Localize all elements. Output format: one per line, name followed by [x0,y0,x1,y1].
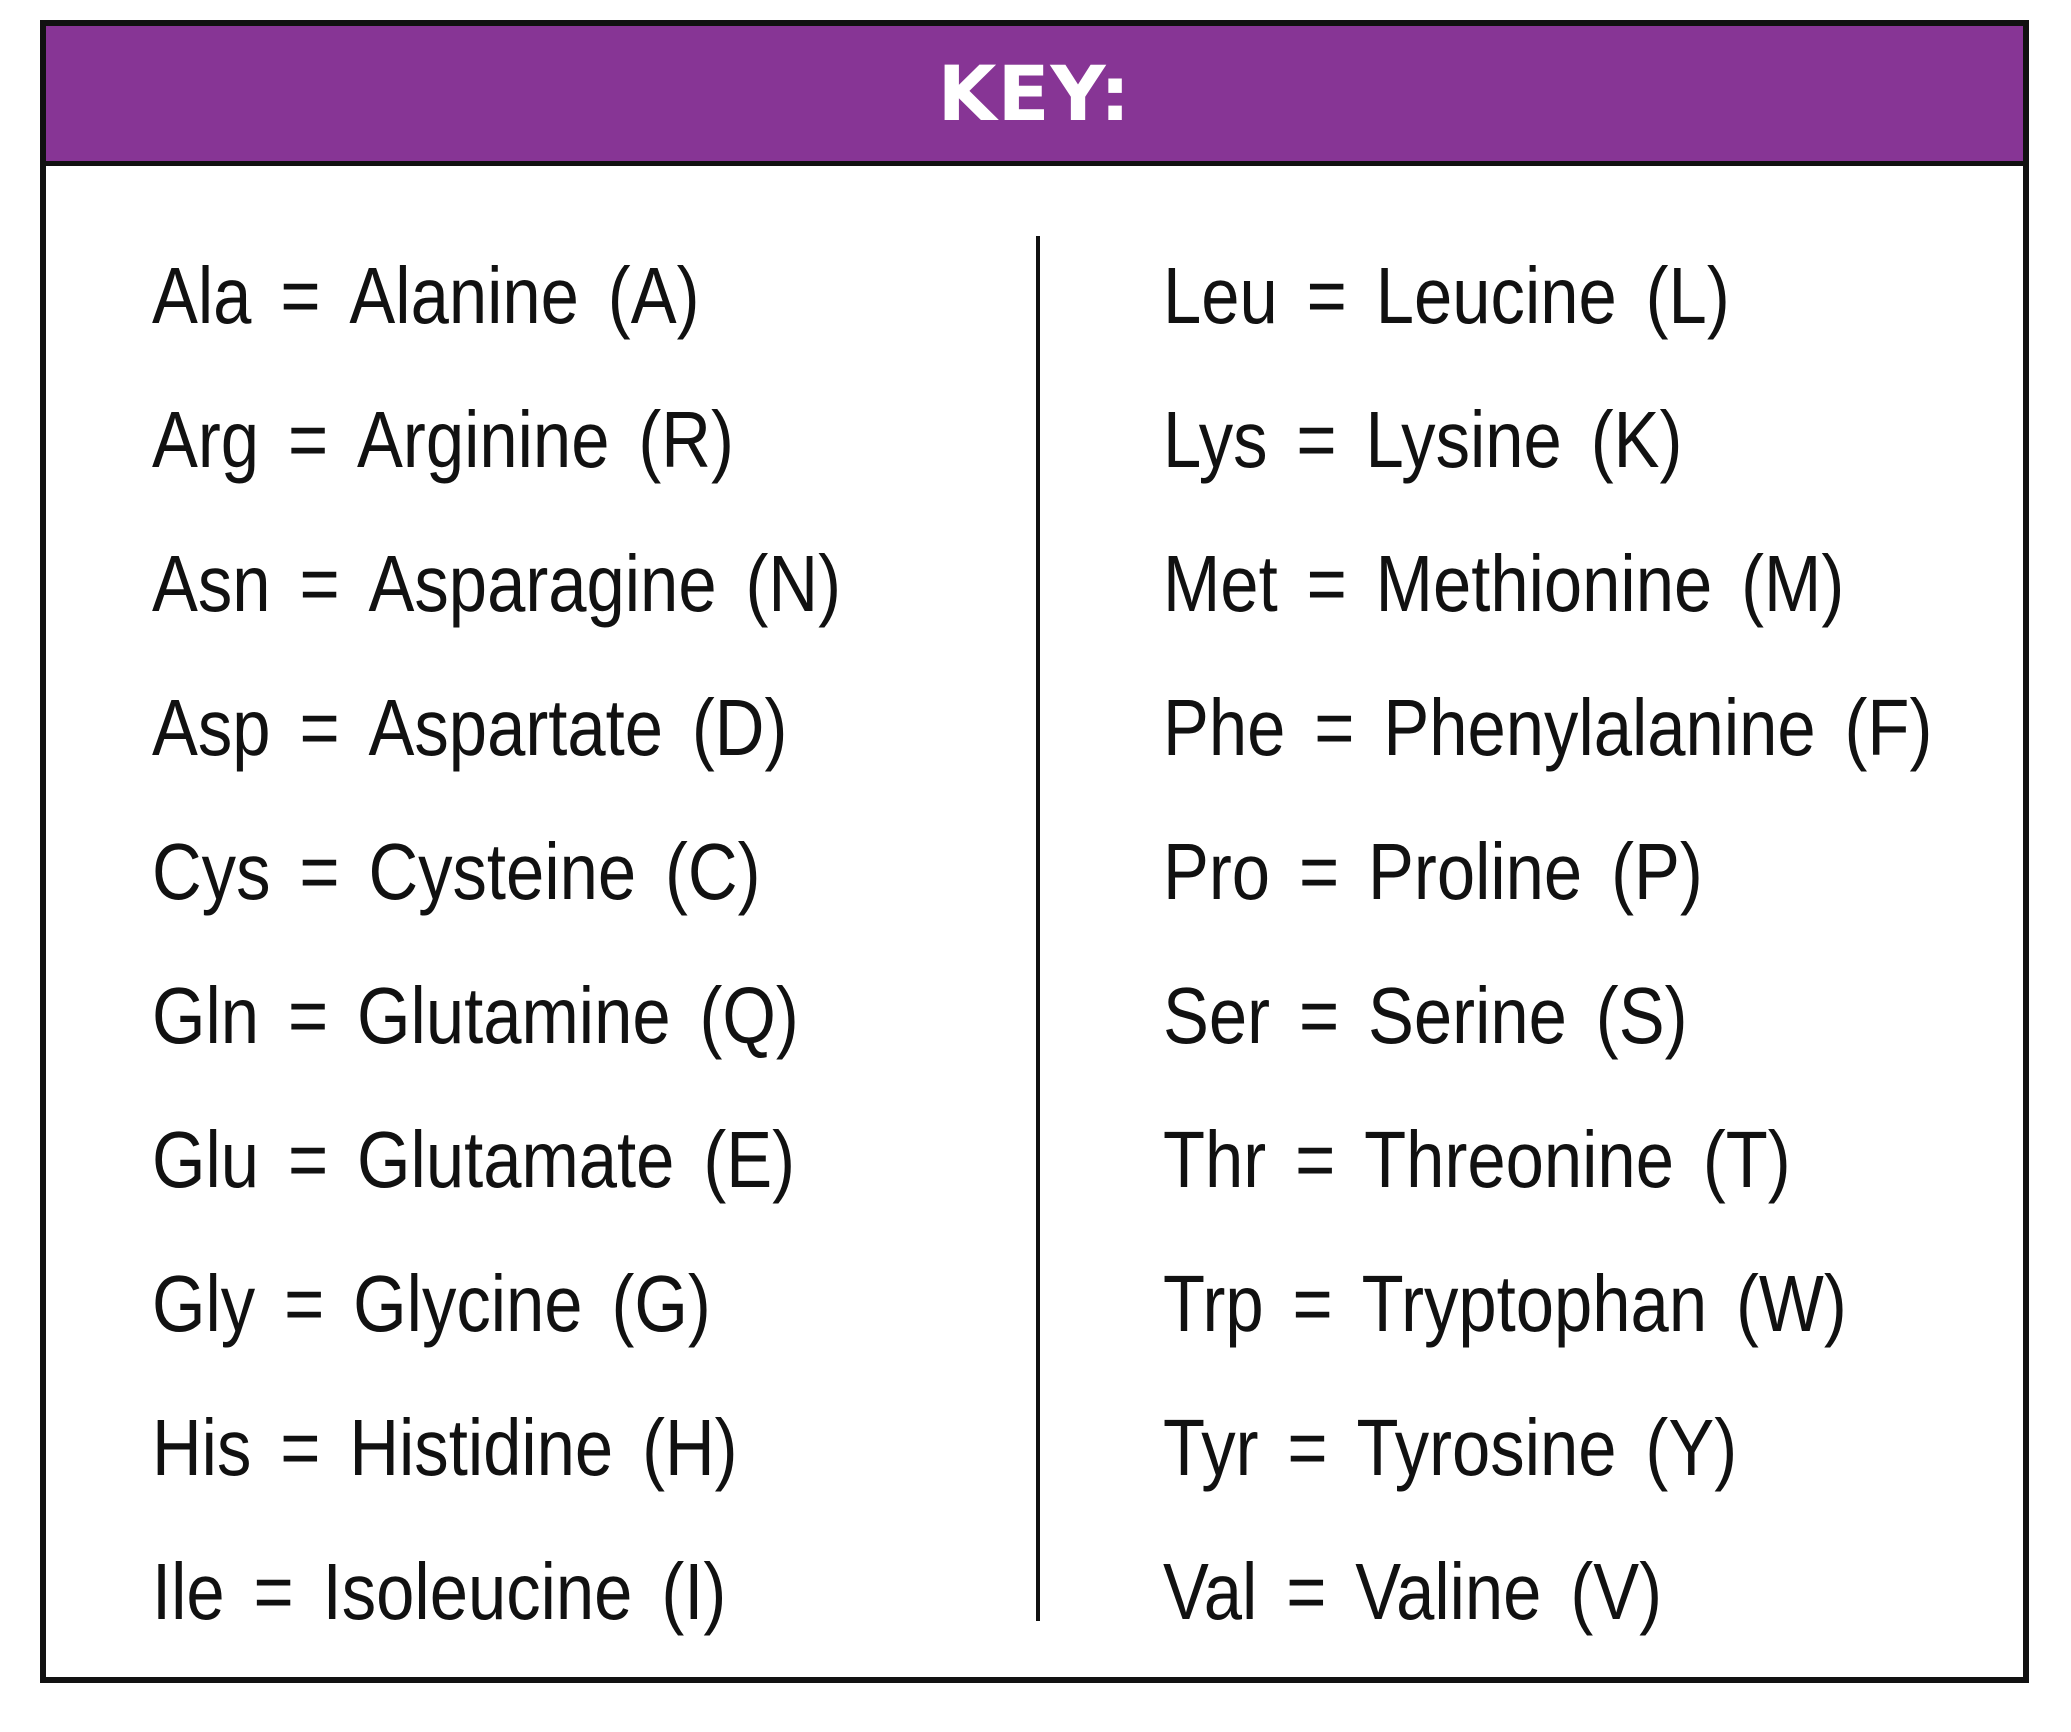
entry-separator: = [1295,1115,1336,1204]
entry-separator: = [1314,683,1355,772]
entry-code: (E) [703,1115,796,1204]
entry-separator: = [280,1403,321,1492]
entry-abbreviation: Ser [1163,971,1271,1060]
entry-name: Proline [1368,827,1583,916]
entry-code: (F) [1844,683,1933,772]
entry-abbreviation: Leu [1163,251,1278,340]
right-column [1163,248,2058,1688]
entry-name: Glutamate [357,1115,675,1204]
amino-acid-entry [152,536,841,680]
entry-name: Alanine [349,251,579,340]
entry-abbreviation: Val [1163,1547,1258,1636]
entry-separator: = [287,971,329,1060]
entry-abbreviation: His [152,1403,252,1492]
amino-acid-entry [152,1112,841,1256]
entry-separator: = [1286,1547,1327,1636]
amino-acid-entry [152,248,841,392]
entry-separator: = [287,1115,329,1204]
entry-code: (T) [1702,1115,1791,1204]
entry-abbreviation: Ile [152,1547,225,1636]
entry-abbreviation: Gln [152,971,260,1060]
entry-separator: = [1306,539,1347,628]
entry-name: Aspartate [368,683,664,772]
amino-acid-entry [1163,392,1932,536]
amino-acid-entry [1163,1544,1932,1688]
entry-separator: = [299,539,340,628]
entry-abbreviation: Lys [1163,395,1268,484]
entry-code: (L) [1645,251,1730,340]
amino-acid-entry [152,1544,841,1688]
amino-acid-entry [1163,824,1932,968]
entry-abbreviation: Phe [1163,683,1286,772]
column-divider [1036,236,1040,1621]
amino-acid-key [40,20,2029,1683]
entry-name: Leucine [1375,251,1617,340]
entry-name: Cysteine [368,827,637,916]
entry-abbreviation: Pro [1163,827,1271,916]
entry-abbreviation: Cys [152,827,271,916]
entry-code: (D) [691,683,788,772]
entry-name: Asparagine [368,539,717,628]
key-header [46,26,2023,166]
entry-abbreviation: Tyr [1163,1403,1259,1492]
entry-separator: = [253,1547,294,1636]
entry-name: Methionine [1375,539,1713,628]
amino-acid-entry [152,968,841,1112]
amino-acid-entry [1163,1400,1932,1544]
entry-code: (V) [1570,1547,1663,1636]
amino-acid-entry [1163,248,1932,392]
entry-name: Serine [1368,971,1567,1060]
entry-name: Tyrosine [1356,1403,1617,1492]
entry-abbreviation: Ala [152,251,252,340]
entry-name: Threonine [1364,1115,1674,1204]
entry-separator: = [1298,827,1340,916]
entry-separator: = [1306,251,1347,340]
entry-abbreviation: Thr [1163,1115,1267,1204]
entry-separator: = [1296,395,1337,484]
entry-code: (W) [1735,1259,1847,1348]
entry-abbreviation: Trp [1163,1259,1264,1348]
entry-name: Lysine [1365,395,1562,484]
entry-separator: = [280,251,321,340]
amino-acid-entry [1163,968,1932,1112]
entry-name: Isoleucine [322,1547,633,1636]
entry-separator: = [299,683,340,772]
entry-abbreviation: Gly [152,1259,256,1348]
key-title: KEY: [937,49,1132,138]
entry-name: Valine [1355,1547,1542,1636]
left-column [152,248,953,1688]
entry-code: (M) [1741,539,1845,628]
entry-separator: = [287,395,329,484]
entry-abbreviation: Glu [152,1115,260,1204]
entry-name: Arginine [357,395,610,484]
entry-abbreviation: Arg [152,395,260,484]
entry-separator: = [1298,971,1340,1060]
amino-acid-entry [152,680,841,824]
entry-code: (Q) [699,971,799,1060]
entry-separator: = [284,1259,325,1348]
entry-separator: = [1292,1259,1333,1348]
entry-abbreviation: Asp [152,683,271,772]
amino-acid-entry [152,824,841,968]
entry-code: (K) [1590,395,1683,484]
entry-code: (Y) [1645,1403,1738,1492]
amino-acid-entry [1163,1112,1932,1256]
entry-separator: = [1287,1403,1328,1492]
entry-abbreviation: Asn [152,539,271,628]
entry-code: (S) [1595,971,1688,1060]
amino-acid-entry [1163,1256,1932,1400]
amino-acid-entry [152,1256,841,1400]
entry-name: Histidine [349,1403,614,1492]
entry-code: (R) [638,395,734,484]
entry-code: (P) [1611,827,1703,916]
entry-name: Tryptophan [1361,1259,1708,1348]
amino-acid-entry [152,1400,841,1544]
amino-acid-entry [152,392,841,536]
entry-code: (A) [607,251,700,340]
amino-acid-entry [1163,536,1932,680]
entry-code: (G) [611,1259,711,1348]
entry-name: Glycine [353,1259,583,1348]
amino-acid-entry [1163,680,1932,824]
entry-code: (H) [642,1403,738,1492]
entry-name: Phenylalanine [1383,683,1816,772]
entry-code: (I) [661,1547,727,1636]
entry-separator: = [299,827,340,916]
entry-name: Glutamine [357,971,671,1060]
entry-abbreviation: Met [1163,539,1278,628]
entry-code: (N) [745,539,841,628]
entry-code: (C) [665,827,761,916]
